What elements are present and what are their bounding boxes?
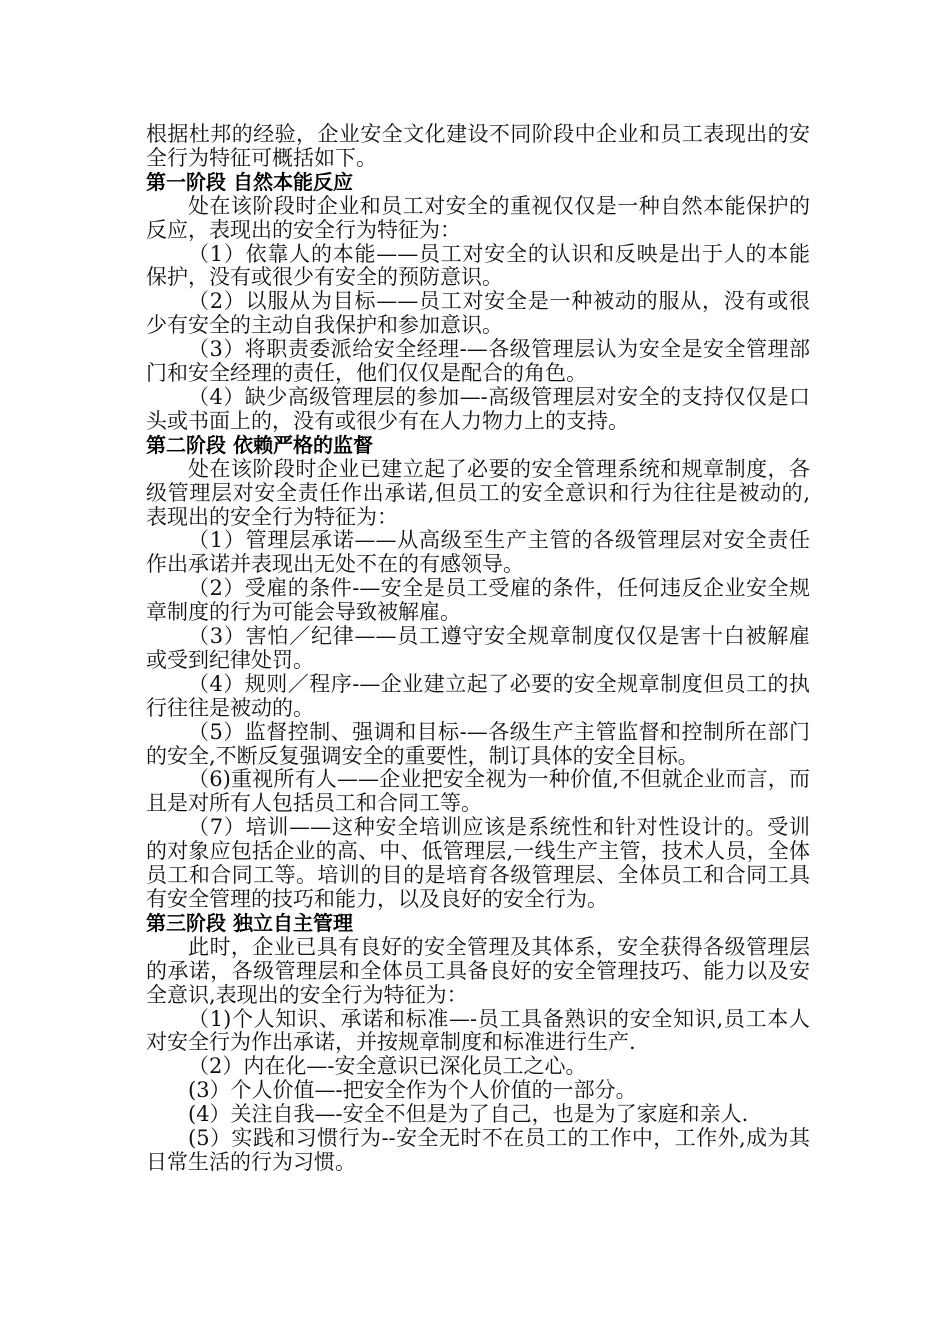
stage3-item-5: (5）实践和习惯行为--安全无时不在员工的工作中，工作外,成为其日常生活的行为习惯。 <box>146 1126 810 1174</box>
stage2-item-1: （1）管理层承诺——从高级至生产主管的各级管理层对安全责任作出承诺并表现出无处不在的有感领导。 <box>146 528 810 577</box>
stage2-lead: 处在该阶段时企业已建立起了必要的安全管理系统和规章制度，各级管理层对安全责任作出承诺,但员工的安全意识和行为往往是被动的,表现出的安全行为特征为： <box>146 456 810 529</box>
stage1-item-4: （4）缺少高级管理层的参加—-高级管理层对安全的支持仅仅是口头或书面上的，没有或很少有在人力物力上的支持。 <box>146 384 810 433</box>
stage3-item-4: (4）关注自我—-安全不但是为了自己，也是为了家庭和亲人. <box>188 1102 749 1127</box>
stage1-item-1: （1）依靠人的本能——员工对安全的认识和反映是出于人的本能保护，没有或很少有安全的预防意识。 <box>146 241 810 290</box>
stage2-item-2: （2）受雇的条件-—安全是员工受雇的条件，任何违反企业安全规章制度的行为可能会导致被解雇。 <box>146 576 810 625</box>
stage3-lead: 此时，企业已具有良好的安全管理及其体系，安全获得各级管理层的承诺，各级管理层和全体员工具备良好的安全管理技巧、能力以及安全意识,表现出的安全行为特征为： <box>146 934 810 1007</box>
stage2-heading: 第二阶段 依赖严格的监督 <box>146 432 373 457</box>
stage3-item-2: （2）内在化—-安全意识已深化员工之心。 <box>188 1054 587 1079</box>
stage3-item-1: （1)个人知识、承诺和标准—-员工具备熟识的安全知识,员工本人对安全行为作出承诺，并按规章制度和标准进行生产. <box>146 1006 810 1055</box>
stage2-item-3: （3）害怕／纪律——员工遵守安全规章制度仅仅是害十白被解雇或受到纪律处罚。 <box>146 624 810 672</box>
stage1-item-2: （2）以服从为目标——员工对安全是一种被动的服从，没有或很少有安全的主动自我保护和参加意识。 <box>146 289 810 338</box>
stage1-heading: 第一阶段 自然本能反应 <box>146 169 353 194</box>
stage3-heading: 第三阶段 独立自主管理 <box>146 910 353 935</box>
stage3-item-3: (3）个人价值—-把安全作为个人价值的一部分。 <box>188 1078 637 1103</box>
stage2-item-6: （6)重视所有人——企业把安全视为一种价值,不但就企业而言，而且是对所有人包括员工和合同工等。 <box>146 767 810 816</box>
stage2-item-7: （7）培训——这种安全培训应该是系统性和针对性设计的。受训的对象应包括企业的高、中、低管理层,一线生产主管，技术人员，全体员工和合同工等。培训的目的是培育各级管理层、全体员工和合同工具有安全管理的技巧和能力，以及良好的安全行为。 <box>146 815 810 911</box>
document-page <box>146 123 810 1175</box>
stage2-item-5: （5）监督控制、强调和目标-—各级生产主管监督和控制所在部门的安全,不断反复强调安全的重要性，制订具体的安全目标。 <box>146 719 810 768</box>
intro-paragraph: 根据杜邦的经验，企业安全文化建设不同阶段中企业和员工表现出的安全行为特征可概括如下。 <box>146 122 810 170</box>
stage1-lead: 处在该阶段时企业和员工对安全的重视仅仅是一种自然本能保护的反应，表现出的安全行为特征为： <box>146 193 810 242</box>
stage1-item-3: （3）将职责委派给安全经理-—各级管理层认为安全是安全管理部门和安全经理的责任，他们仅仅是配合的角色。 <box>146 337 810 386</box>
stage2-item-4: （4）规则／程序-—企业建立起了必要的安全规章制度但员工的执行往往是被动的。 <box>146 671 810 720</box>
